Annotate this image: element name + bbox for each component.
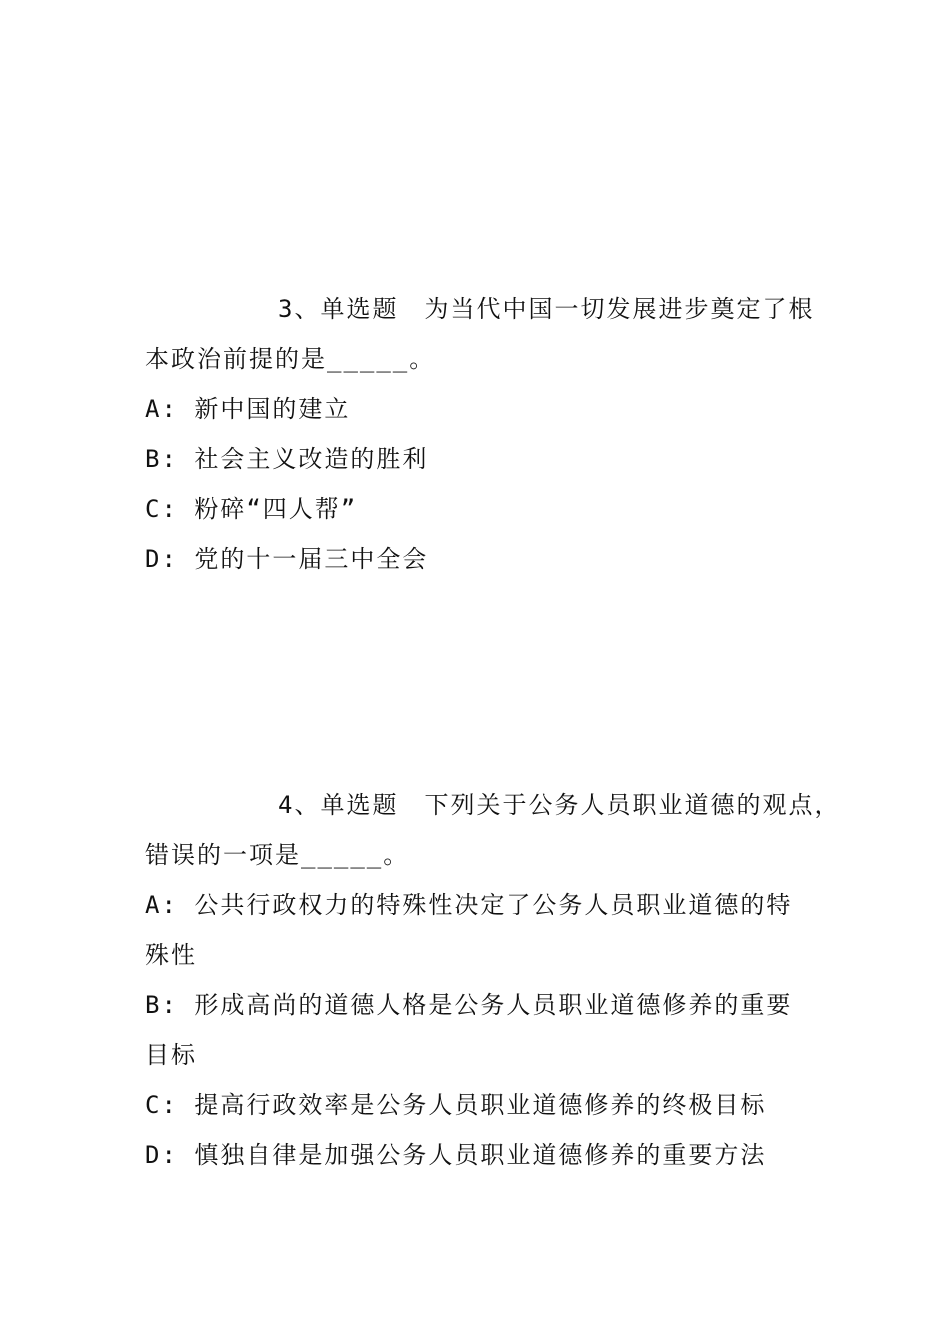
question-stem-line: 错误的一项是_____。 bbox=[145, 841, 410, 869]
option-b: B: 形成高尚的道德人格是公务人员职业道德修养的重要目标 bbox=[145, 991, 793, 1069]
question-3 bbox=[145, 284, 825, 584]
question-stem-line: 本政治前提的是_____。 bbox=[145, 345, 436, 373]
option-a: A: 公共行政权力的特殊性决定了公务人员职业道德的特殊性 bbox=[145, 891, 793, 969]
option-d: D: 党的十一届三中全会 bbox=[145, 545, 429, 573]
option-b: B: 社会主义改造的胜利 bbox=[145, 445, 429, 473]
question-stem-line: 3、单选题 为当代中国一切发展进步奠定了根 bbox=[278, 295, 815, 323]
option-c: C: 粉碎“四人帮” bbox=[145, 495, 358, 523]
option-c: C: 提高行政效率是公务人员职业道德修养的终极目标 bbox=[145, 1091, 767, 1119]
question-stem-line: 4、单选题 下列关于公务人员职业道德的观点， bbox=[278, 791, 841, 819]
question-4 bbox=[145, 780, 841, 1180]
option-a: A: 新中国的建立 bbox=[145, 395, 351, 423]
option-d: D: 慎独自律是加强公务人员职业道德修养的重要方法 bbox=[145, 1141, 767, 1169]
